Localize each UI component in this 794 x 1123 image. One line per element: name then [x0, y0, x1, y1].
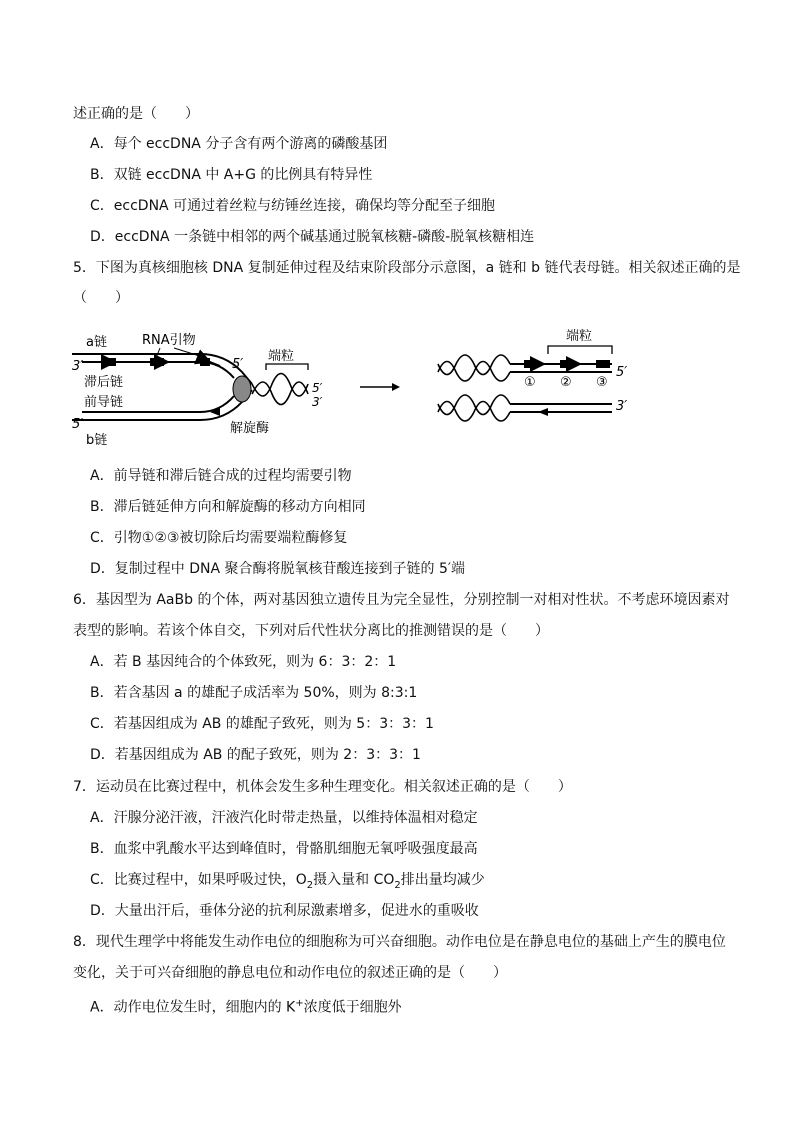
q6-stem-line2: 表型的影响。若该个体自交，下列对后代性状分离比的推测错误的是（ ） — [73, 623, 549, 639]
q4-option-b: B．双链 eccDNA 中 A+G 的比例具有特异性 — [90, 167, 373, 183]
q7-option-a: A．汗腺分泌汗液，汗液汽化时带走热量，以维持体温相对稳定 — [90, 810, 478, 826]
q8-stem-line1: 8．现代生理学中将能发生动作电位的细胞称为可兴奋细胞。动作电位是在静息电位的基础上产生的膜电位 — [73, 934, 726, 950]
q8-stem-line2: 变化，关于可兴奋细胞的静息电位和动作电位的叙述正确的是（ ） — [73, 965, 507, 981]
label-5prime-left: 5′ — [72, 417, 84, 432]
label-5prime-right: 5′ — [616, 365, 628, 380]
q6-stem-line1: 6．基因型为 AaBb 的个体，两对基因独立遗传且为完全显性，分别控制一对相对性状。不考虑环境因素对 — [73, 592, 730, 608]
q4-option-a: A．每个 eccDNA 分子含有两个游离的磷酸基团 — [90, 136, 388, 152]
label-rna-primer: RNA引物 — [142, 333, 196, 348]
label-leading-strand: 前导链 — [84, 395, 124, 410]
q6-option-a: A．若 B 基因纯合的个体致死，则为 6：3：2：1 — [90, 654, 397, 670]
q5-option-b: B．滞后链延伸方向和解旋酶的移动方向相同 — [90, 499, 366, 515]
q4-stem-tail: 述正确的是（ ） — [73, 106, 199, 122]
primer-2-box — [560, 360, 574, 368]
rna-primer-box — [150, 358, 164, 366]
label-primer-1: ① — [524, 375, 536, 390]
rna-primer-box — [200, 358, 210, 366]
q7-option-d: D．大量出汗后，垂体分泌的抗利尿激素增多，促进水的重吸收 — [90, 903, 479, 919]
q5-stem-line1: 5．下图为真核细胞核 DNA 复制延伸过程及结束阶段部分示意图，a 链和 b 链代表母链。相关叙述正确的是 — [73, 260, 741, 276]
q5-option-d: D．复制过程中 DNA 聚合酶将脱氧核苷酸连接到子链的 5′端 — [90, 561, 466, 577]
q8-option-a: A．动作电位发生时，细胞内的 K+浓度低于细胞外 — [90, 998, 402, 1016]
label-a-strand: a链 — [86, 335, 107, 350]
rna-primer-box — [102, 358, 116, 366]
q7-option-c: C．比赛过程中，如果呼吸过快，$O_2$摄入量和 $CO_2$排出量均减少 — [90, 872, 485, 891]
primer-1-box — [524, 360, 538, 368]
label-b-strand: b链 — [86, 433, 108, 448]
label-3prime-helix: 3′ — [312, 395, 323, 409]
label-5prime-helix: 5′ — [312, 381, 323, 395]
label-telomere-left: 端粒 — [268, 349, 295, 364]
helicase-shape — [233, 376, 251, 402]
q7-stem: 7．运动员在比赛过程中，机体会发生多种生理变化。相关叙述正确的是（ ） — [73, 779, 572, 795]
q7-option-b: B．血浆中乳酸水平达到峰值时，骨骼肌细胞无氧呼吸强度最高 — [90, 841, 478, 857]
label-5prime-fork: 5′ — [232, 357, 244, 372]
dna-replication-diagram — [60, 322, 660, 452]
label-primer-3: ③ — [596, 375, 608, 390]
label-lagging-strand: 滞后链 — [84, 375, 124, 390]
label-helicase: 解旋酶 — [230, 421, 270, 436]
label-primer-2: ② — [560, 375, 572, 390]
q4-option-c: C．eccDNA 可通过着丝粒与纺锤丝连接，确保均等分配至子细胞 — [90, 198, 496, 214]
q6-option-c: C．若基因组成为 AB 的雄配子致死，则为 5：3：3：1 — [90, 716, 434, 732]
label-3prime-right: 3′ — [616, 399, 628, 414]
q6-option-d: D．若基因组成为 AB 的配子致死，则为 2：3：3：1 — [90, 747, 421, 763]
q5-option-a: A．前导链和滞后链合成的过程均需要引物 — [90, 468, 352, 484]
q6-option-b: B．若含基因 a 的雄配子成活率为 50%，则为 8:3:1 — [90, 685, 418, 701]
q4-option-d: D．eccDNA 一条链中相邻的两个碱基通过脱氧核糖-磷酸-脱氧核糖相连 — [90, 229, 535, 245]
label-3prime-left: 3′ — [72, 359, 84, 374]
label-telomere-right: 端粒 — [566, 329, 593, 344]
q5-option-c: C．引物①②③被切除后均需要端粒酶修复 — [90, 530, 348, 546]
q5-stem-line2: （ ） — [73, 290, 129, 306]
primer-3-box — [596, 360, 610, 368]
